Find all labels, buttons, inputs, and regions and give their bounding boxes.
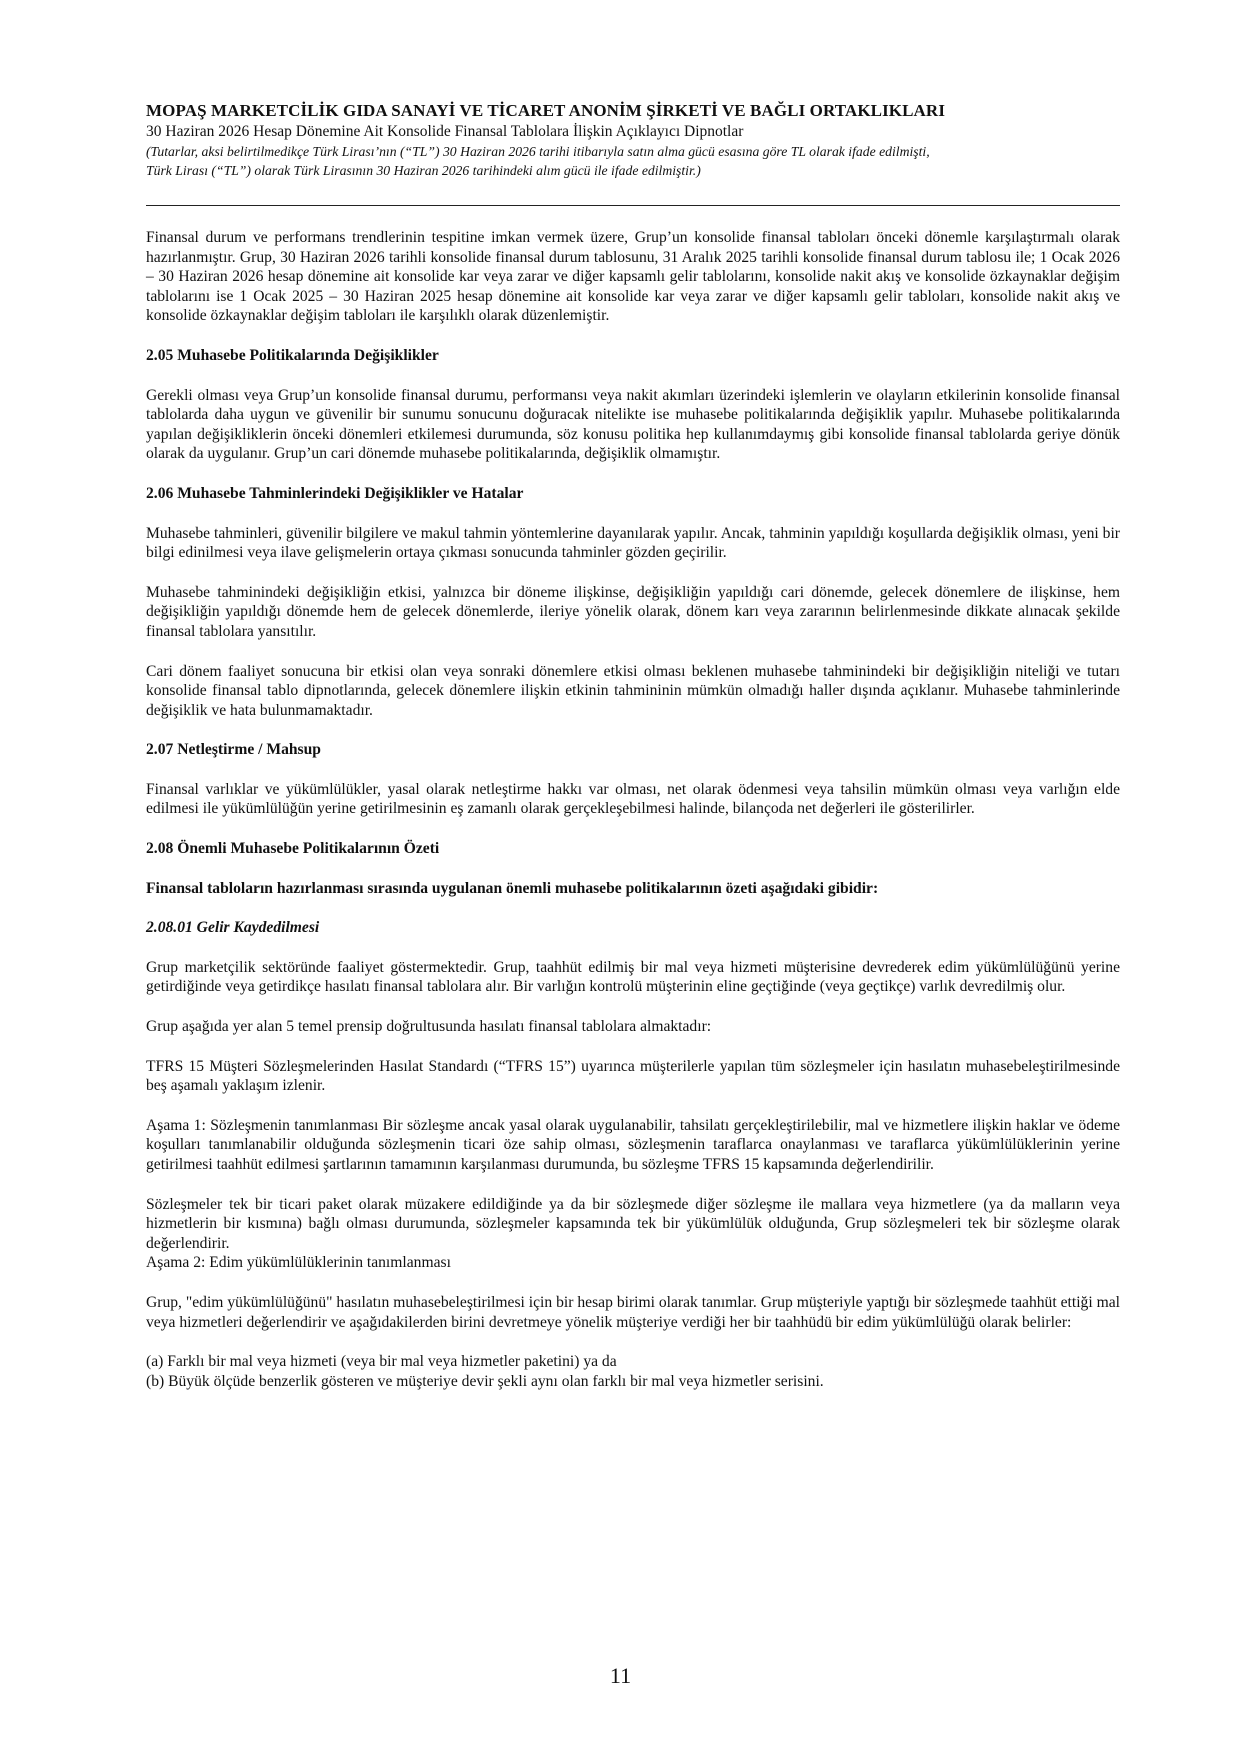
document-body <box>146 228 1120 1391</box>
header-divider <box>146 205 1120 206</box>
section-2-08-title: 2.08 Önemli Muhasebe Politikalarının Özeti <box>146 840 440 858</box>
section-2-08-lead: Finansal tabloların hazırlanması sırasında uygulanan önemli muhasebe politikalarının özeti aşağıdaki gibidir: <box>146 879 879 897</box>
section-2-05-paragraph: Gerekli olması veya Grup’un konsolide finansal durumu, performansı veya nakit akımları üzerindeki işlemlerin ve olayların etkilerinin konsolide finansal tablolarda daha uygun ve güvenilir bir sunumu sonucunu doğuracak nitelikte ise muhasebe politikalarında değişiklik yapılır. Muhasebe politikalarında yapılan değişikliklerin önceki dönemleri etkilemesi durumunda, söz konusu politika hep kullanımdaymış gibi konsolide finansal tablolarda geriye dönük olarak da uygulanır. Grup’un cari dönemde muhasebe politikalarında, değişiklik olmamıştır. <box>146 386 1120 463</box>
page-header <box>146 100 1120 180</box>
section-2-07-title: 2.07 Netleştirme / Mahsup <box>146 741 321 759</box>
section-2-06-paragraph-1: Muhasebe tahminleri, güvenilir bilgilere ve makul tahmin yöntemlerine dayanılarak yapılır. Ancak, tahminin yapıldığı koşullarda değişiklik olması, yeni bir bilgi edinilmesi veya ilave gelişmelerin ortaya çıkması sonucunda tahminler gözden geçirilir. <box>146 524 1120 562</box>
section-2-06-paragraph-3: Cari dönem faaliyet sonucuna bir etkisi olan veya sonraki dönemlere etkisi olması beklenen muhasebe tahminindeki bir değişikliğin niteliği ve tutarı konsolide finansal tablo dipnotlarında, gelecek dönemlere ilişkin etkinin tahmininin mümkün olmadığı haller dışında açıklanır. Muhasebe tahminlerinde değişiklik ve hata bulunmamaktadır. <box>146 662 1120 719</box>
currency-note-line-2: Türk Lirası (“TL”) olarak Türk Lirasının 30 Haziran 2026 tarihindeki alım gücü ile ifade edilmiştir.) <box>146 163 701 178</box>
section-2-08-01-title: 2.08.01 Gelir Kaydedilmesi <box>146 919 320 937</box>
revenue-paragraph-3: TFRS 15 Müşteri Sözleşmelerinden Hasılat Standardı (“TFRS 15”) uyarınca müşterilerle yapılan tüm sözleşmeler için hasılatın muhasebeleştirilmesinde beş aşamalı yaklaşım izlenir. <box>146 1057 1120 1095</box>
page-number: 11 <box>609 1663 632 1688</box>
revenue-paragraph-7: Grup, "edim yükümlülüğünü" hasılatın muhasebeleştirilmesi için bir hesap birimi olarak tanımlar. Grup müşteriyle yaptığı bir sözleşmede taahhüt ettiği mal veya hizmetleri değerlendirir ve aşağıdakilerden birini devretmeye yönelik müşteriye verdiği her bir taahhüdü bir edim yükümlülüğü olarak belirler: <box>146 1293 1120 1331</box>
revenue-paragraph-6: Aşama 2: Edim yükümlülüklerinin tanımlanması <box>146 1254 451 1272</box>
revenue-paragraph-1: Grup marketçilik sektöründe faaliyet göstermektedir. Grup, taahhüt edilmiş bir mal veya hizmeti müşterisine devrederek edim yükümlülüğünü yerine getirdiğinde veya getirdikçe hasılatı finansal tablolara alır. Bir varlığın kontrolü müşterinin eline geçtiğinde (veya geçtikçe) varlık devredilmiş olur. <box>146 958 1120 996</box>
company-name: MOPAŞ MARKETCİLİK GIDA SANAYİ VE TİCARET ANONİM ŞİRKETİ VE BAĞLI ORTAKLIKLARI <box>146 101 946 120</box>
report-subtitle: 30 Haziran 2026 Hesap Dönemine Ait Konsolide Finansal Tablolara İlişkin Açıklayıcı Dipnotlar <box>146 123 744 140</box>
revenue-paragraph-5: Sözleşmeler tek bir ticari paket olarak müzakere edildiğinde ya da bir sözleşmede diğer sözleşme ile mallara veya hizmetlere (ya da malların veya hizmetlerin bir kısmına) bağlı olması durumunda, sözleşmeler kapsamında tek bir yükümlülük olduğunda, Grup sözleşmeleri tek bir sözleşme olarak değerlendirir. <box>146 1195 1120 1252</box>
section-2-07-paragraph: Finansal varlıklar ve yükümlülükler, yasal olarak netleştirme hakkı var olması, net olarak ödenmesi veya tahsilin mümkün olması veya varlığın elde edilmesi ile yükümlülüğün yerine getirilmesinin eş zamanlı olarak gerçekleşebilmesi halinde, bilançoda net değerleri ile gösterilirler. <box>146 780 1120 818</box>
section-2-05-title: 2.05 Muhasebe Politikalarında Değişiklikler <box>146 346 439 364</box>
intro-paragraph: Finansal durum ve performans trendlerinin tespitine imkan vermek üzere, Grup’un konsolide finansal tabloları önceki dönemle karşılaştırmalı olarak hazırlanmıştır. Grup, 30 Haziran 2026 tarihli konsolide finansal durum tablosunu, 31 Aralık 2025 tarihli konsolide finansal durum tablosu ile; 1 Ocak 2026 – 30 Haziran 2026 hesap dönemine ait konsolide kar veya zarar ve diğer kapsamlı gelir tablolarını, konsolide nakit akış ve konsolide özkaynaklar değişim tablolarını ise 1 Ocak 2025 – 30 Haziran 2025 hesap dönemine ait konsolide kar veya zarar ve diğer kapsamlı gelir tabloları, konsolide nakit akış ve konsolide özkaynaklar değişim tabloları ile karşılıklı olarak düzenlemiştir. <box>146 229 1120 325</box>
revenue-paragraph-2: Grup aşağıda yer alan 5 temel prensip doğrultusunda hasılatı finansal tablolara almaktadır: <box>146 1018 712 1036</box>
section-2-06-paragraph-2: Muhasebe tahminindeki değişikliğin etkisi, yalnızca bir döneme ilişkinse, değişikliğin yapıldığı cari dönemde, gelecek dönemlere de ilişkinse, hem değişikliğin yapıldığı dönemde hem de gelecek dönemlerde, ileriye yönelik olarak, dönem karı veya zararının belirlenmesinde dikkate alınacak şekilde finansal tablolara yansıtılır. <box>146 583 1120 640</box>
revenue-paragraph-4: Aşama 1: Sözleşmenin tanımlanması Bir sözleşme ancak yasal olarak uygulanabilir, tahsilatı gerçekleştirilebilir, mal ve hizmetlere ilişkin haklar ve ödeme koşulları tanımlanabilir olduğunda sözleşmenin ticari öze sahip olması, sözleşmenin taraflarca onaylanması ve taraflarca yükümlülüklerinin yerine getirilmesi taahhüt edilmesi şartlarının tamamının karşılanması durumunda, bu sözleşme TFRS 15 kapsamında değerlendirilir. <box>146 1116 1120 1173</box>
list-item-a: (a) Farklı bir mal veya hizmeti (veya bir mal veya hizmetler paketini) ya da <box>146 1353 617 1371</box>
currency-note-line-1: (Tutarlar, aksi belirtilmedikçe Türk Lirası’nın (“TL”) 30 Haziran 2026 tarihi itibarıyla satın alma gücü esasına göre TL olarak ifade edilmişti, <box>146 144 930 159</box>
list-item-b: (b) Büyük ölçüde benzerlik gösteren ve müşteriye devir şekli aynı olan farklı bir mal veya hizmetler serisini. <box>146 1372 824 1390</box>
section-2-06-title: 2.06 Muhasebe Tahminlerindeki Değişiklikler ve Hatalar <box>146 484 524 502</box>
